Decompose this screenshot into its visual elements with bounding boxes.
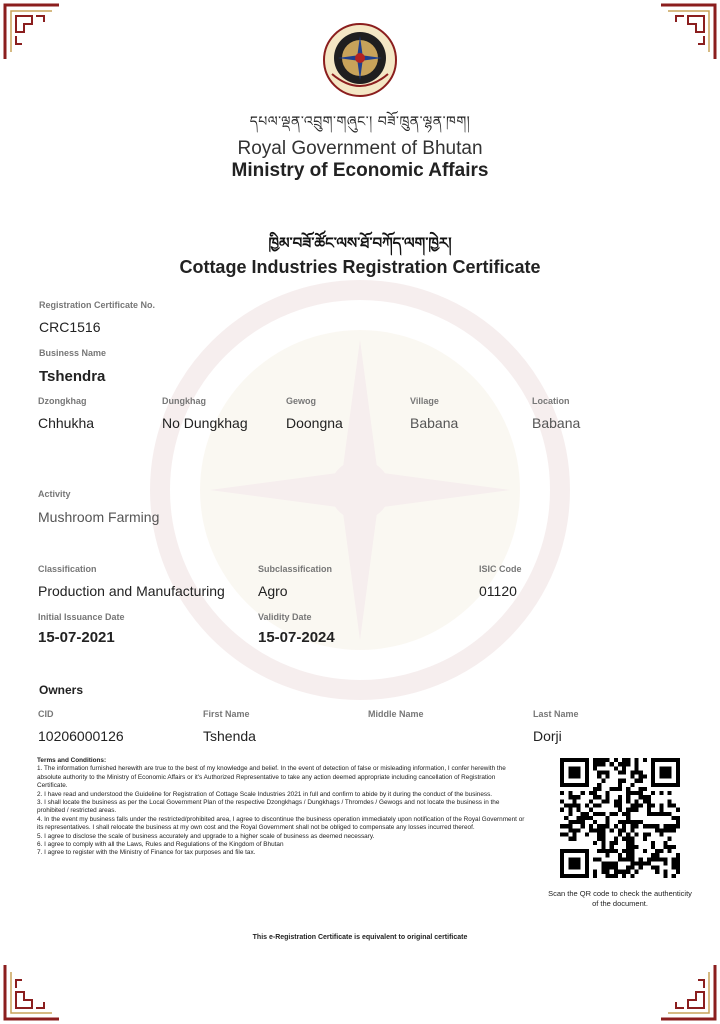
dzongkha-certificate-title: ཁྱིམ་བཟོ་ཚོང་ལས་ཐོ་བཀོད་ལག་ཁྱེར། xyxy=(268,234,452,252)
first-name-label: First Name xyxy=(203,709,250,719)
corner-ornament-icon xyxy=(658,2,718,62)
dungkhag-label: Dungkhag xyxy=(162,396,206,406)
village-label: Village xyxy=(410,396,439,406)
location-value: Babana xyxy=(532,415,581,431)
terms-item: 5. I agree to disclose the scale of business accurately and upgrade to a higher scale of business as deemed necessary. xyxy=(37,832,375,840)
village-value: Babana xyxy=(410,415,459,431)
ministry-name: Ministry of Economic Affairs xyxy=(231,160,489,181)
activity-value: Mushroom Farming xyxy=(38,509,160,525)
cid-label: CID xyxy=(38,709,54,719)
dzongkhag-label: Dzongkhag xyxy=(38,396,87,406)
government-name: Royal Government of Bhutan xyxy=(237,138,483,159)
classification-label: Classification xyxy=(38,564,97,574)
isic-code-value: 01120 xyxy=(479,583,517,599)
terms-item: 3. I shall locate the business as per the Local Government Plan of the respective Dzongkhags / Dungkhags / Thromdes / Gewogs and not locate the business in the prohibited / restricted areas. xyxy=(37,799,500,815)
subclassification-value: Agro xyxy=(258,583,288,599)
terms-item: 7. I agree to register with the Ministry of Finance for tax purposes and file tax. xyxy=(37,849,256,857)
dzongkhag-value: Chhukha xyxy=(38,415,95,431)
qr-code-icon[interactable] xyxy=(560,758,680,878)
corner-ornament-icon xyxy=(2,962,62,1022)
gewog-value: Doongna xyxy=(286,415,343,431)
issuance-date-value: 15-07-2021 xyxy=(38,629,115,646)
middle-name-label: Middle Name xyxy=(368,709,424,719)
cid-value: 10206000126 xyxy=(38,728,124,744)
corner-ornament-icon xyxy=(2,2,62,62)
isic-code-label: ISIC Code xyxy=(479,564,522,574)
subclassification-label: Subclassification xyxy=(258,564,333,574)
dungkhag-value: No Dungkhag xyxy=(162,415,248,431)
reg-no-value: CRC1516 xyxy=(39,319,101,335)
terms-item: 6. I agree to comply with all the Laws, Rules and Regulations of the Kingdom of Bhutan xyxy=(37,841,284,849)
activity-label: Activity xyxy=(38,489,71,499)
gewog-label: Gewog xyxy=(286,396,317,406)
watermark-emblem-icon xyxy=(80,270,640,710)
terms-heading: Terms and Conditions: xyxy=(37,757,107,764)
terms-item: 1. The information furnished herewith are true to the best of my knowledge and belief. In the event of detection of false or misleading information, I confer herewith the absolute authority to the Ministry of Economic Affairs or it's Authorized Representative to take any action deemed appropriate including cancellation of Registration Certificate. xyxy=(37,765,506,790)
terms-and-conditions xyxy=(37,757,527,858)
classification-value: Production and Manufacturing xyxy=(38,583,225,599)
validity-date-label: Validity Date xyxy=(258,612,312,622)
terms-item: 4. In the event my business falls under the restricted/prohibited area, I agree to discontinue the business operation immediately upon notification of the Royal Government or its representatives. I shall relocate the business at my own cost and the Royal Government shall not be obliged to compensate any losses incurred thereof. xyxy=(37,815,525,832)
validity-date-value: 15-07-2024 xyxy=(258,629,335,646)
royal-emblem-icon xyxy=(322,22,398,98)
reg-no-label: Registration Certificate No. xyxy=(39,300,156,310)
dzongkha-government-name: དཔལ་ལྡན་འབྲུག་གཞུང་། བཟོ་ཁྲུན་ལྷན་ཁག། xyxy=(249,114,471,130)
first-name-value: Tshenda xyxy=(203,728,256,744)
location-label: Location xyxy=(532,396,570,406)
certificate-title: Cottage Industries Registration Certificate xyxy=(179,257,541,277)
terms-item: 2. I have read and understood the Guideline for Registration of Cottage Scale Industries 2021 in full and confirm to abide by it during the conduct of the business. xyxy=(37,790,493,798)
business-name-value: Tshendra xyxy=(39,368,106,385)
issuance-date-label: Initial Issuance Date xyxy=(38,612,125,622)
last-name-value: Dorji xyxy=(533,728,562,744)
last-name-label: Last Name xyxy=(533,709,579,719)
qr-caption: Scan the QR code to check the authenticity of the document. xyxy=(548,889,692,908)
business-name-label: Business Name xyxy=(39,348,107,358)
footer-note: This e-Registration Certificate is equivalent to original certificate xyxy=(252,934,468,941)
owners-heading: Owners xyxy=(39,683,84,697)
corner-ornament-icon xyxy=(658,962,718,1022)
